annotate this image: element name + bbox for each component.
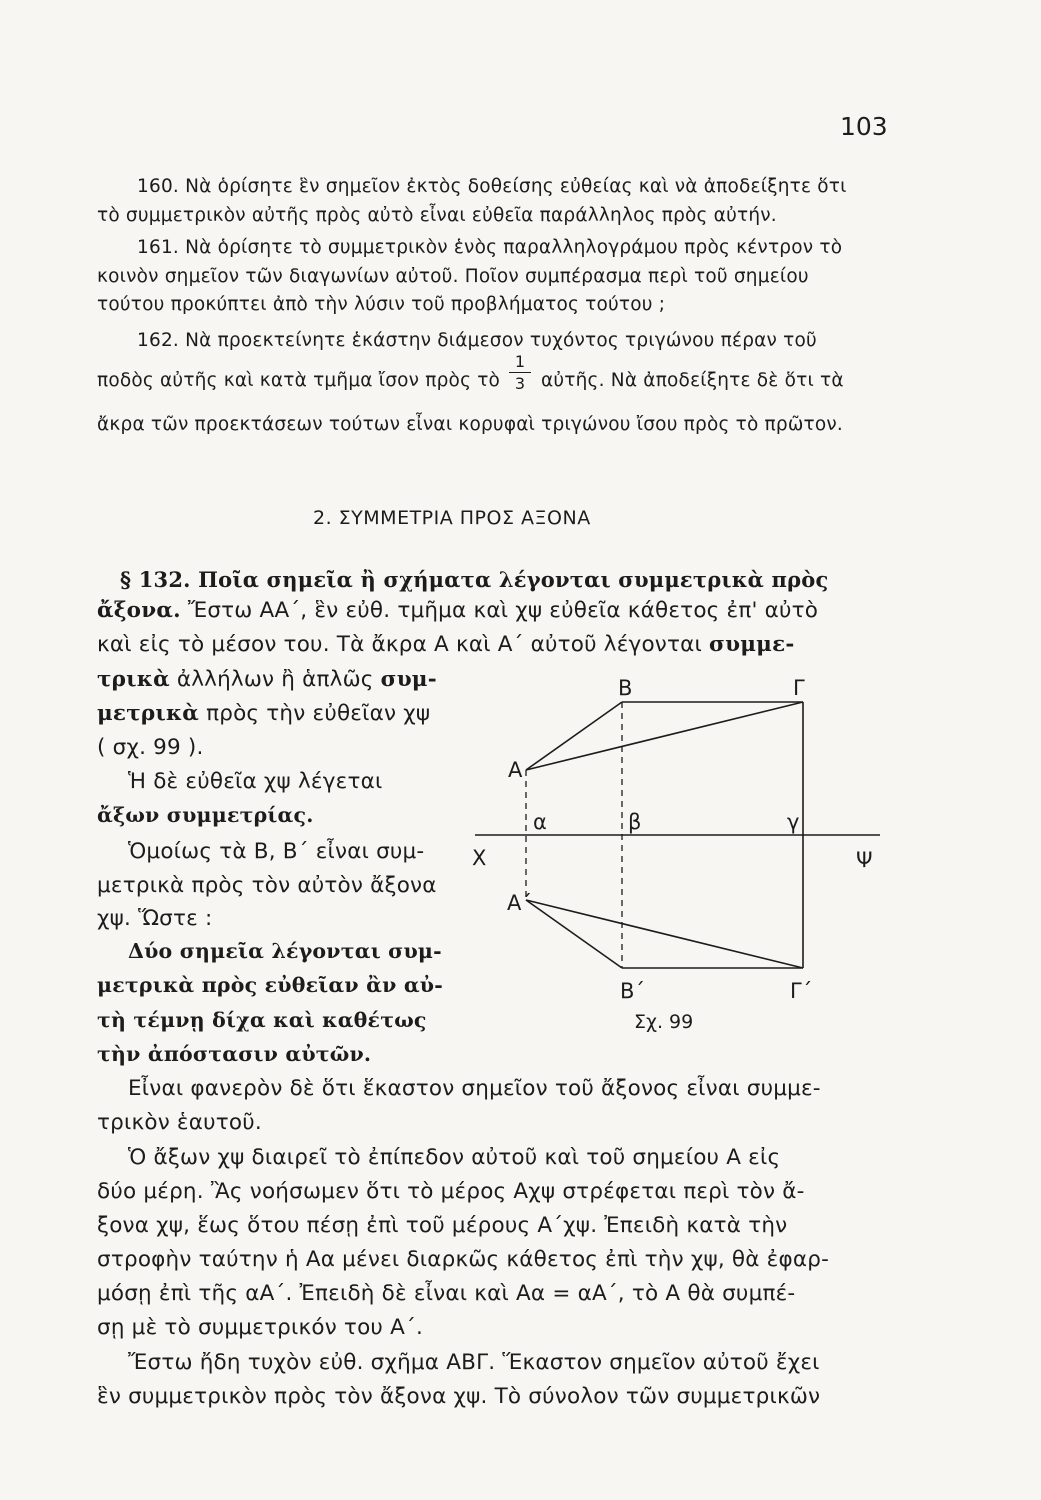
exercise-160-line-1: 160. Νὰ ὁρίσητε ἓν σημεῖον ἐκτὸς δοθείσης εὐθείας καὶ νὰ ἀποδείξητε ὅτι — [137, 176, 847, 197]
rule-line-2: μετρικὰ πρὸς εὐθεῖαν ἂν αὐ- — [97, 973, 443, 997]
body-line-10: ἓν συμμετρικὸν πρὸς τὸν ἄξονα χψ. Τὸ σύνολον τῶν συμμετρικῶν — [97, 1384, 821, 1409]
rule-line-4: τὴν ἀπόστασιν αὐτῶν. — [97, 1042, 372, 1066]
exercise-162-line-3: ἄκρα τῶν προεκτάσεων τούτων εἶναι κορυφαὶ τριγώνου ἴσου πρὸς τὸ πρῶτον. — [97, 414, 843, 435]
paragraph-132-title: § 132. Ποῖα σημεῖα ἢ σχήματα λέγονται συμμετρικὰ πρὸς — [120, 567, 829, 592]
label-b: Β — [618, 676, 633, 700]
fraction-denominator: 3 — [514, 374, 526, 393]
paragraph-132-line-10: μετρικὰ πρὸς τὸν αὐτὸν ἄξονα — [97, 873, 437, 898]
segment-a-b — [526, 702, 622, 770]
label-gamma: γ — [787, 810, 800, 834]
body-line-8: σῃ μὲ τὸ συμμετρικόν του Α΄. — [97, 1315, 424, 1340]
exercise-161-line-2: κοινὸν σημεῖον τῶν διαγωνίων αὐτοῦ. Ποῖον συμπέρασμα περὶ τοῦ σημείου — [97, 266, 809, 287]
exercise-160-line-2: τὸ συμμετρικὸν αὐτῆς πρὸς αὐτὸ εἶναι εὐθεῖα παράλληλος πρὸς αὐτήν. — [97, 205, 777, 226]
figure-caption: Σχ. 99 — [634, 1011, 694, 1033]
section-heading: 2. ΣΥΜΜΕΤΡΙΑ ΠΡΟΣ ΑΞΟΝΑ — [313, 507, 591, 529]
paragraph-132-title-end: ἄξονα. — [97, 598, 181, 623]
body-line-1: Εἶναι φανερὸν δὲ ὅτι ἕκαστον σημεῖον τοῦ ἄξονος εἶναι συμμε- — [128, 1076, 821, 1101]
paragraph-132-line-3-text: καὶ εἰς τὸ μέσον του. Τὰ ἄκρα Α καὶ Α΄ αὐτοῦ λέγονται — [97, 632, 710, 657]
label-a-prime: Α΄ — [507, 891, 532, 915]
term-axis-of-symmetry: ἄξων συμμετρίας. — [97, 803, 314, 827]
label-g: Γ — [793, 676, 805, 700]
label-a: Α — [508, 758, 523, 782]
label-b-prime: Β΄ — [620, 979, 645, 1003]
exercise-162-line-2a: ποδὸς αὐτῆς καὶ κατὰ τμῆμα ἴσον πρὸς τὸ — [97, 370, 501, 391]
figure-99 — [460, 665, 890, 1065]
label-beta: β — [628, 810, 642, 834]
body-line-9: Ἔστω ἤδη τυχὸν εὐθ. σχῆμα ΑΒΓ. Ἕκαστον σημεῖον αὐτοῦ ἔχει — [128, 1350, 820, 1375]
paragraph-132-line-3 — [97, 632, 794, 657]
body-line-4: δύο μέρη. Ἂς νοήσωμεν ὅτι τὸ μέρος Αχψ στρέφεται περὶ τὸν ἄ- — [97, 1179, 805, 1204]
label-psi: Ψ — [856, 848, 873, 872]
body-line-5: ξονα χψ, ἕως ὅτου πέσῃ ἐπὶ τοῦ μέρους Α΄χψ. Ἐπειδὴ κατὰ τὴν — [97, 1213, 788, 1238]
exercise-161-line-3: τούτου προκύπτει ἀπὸ τὴν λύσιν τοῦ προβλήματος τούτου ; — [97, 294, 666, 315]
term-sym: συμ- — [380, 667, 437, 692]
paragraph-132-line-2 — [97, 598, 818, 623]
exercise-162-line-1: 162. Νὰ προεκτείνητε ἑκάστην διάμεσον τυχόντος τριγώνου πέραν τοῦ — [137, 330, 817, 351]
paragraph-132-line-5-text: πρὸς τὴν εὐθεῖαν χψ — [199, 701, 431, 726]
paragraph-132-line-6: ( σχ. 99 ). — [97, 735, 204, 760]
label-alpha: α — [533, 810, 547, 834]
page-number: 103 — [840, 112, 888, 141]
paragraph-132-line-4-text: ἀλλήλων ἢ ἁπλῶς — [169, 667, 381, 692]
label-g-prime: Γ΄ — [790, 979, 813, 1003]
segment-a1-b1 — [526, 900, 622, 968]
term-symmetric-end: τρικὰ — [97, 667, 170, 692]
fraction-numerator: 1 — [514, 352, 526, 371]
body-line-7: μόσῃ ἐπὶ τῆς αΑ΄. Ἐπειδὴ δὲ εἶναι καὶ Αα = αΑ΄, τὸ Α θὰ συμπέ- — [97, 1281, 796, 1306]
paragraph-132-line-2-text: Ἔστω ΑΑ΄, ἓν εὐθ. τμῆμα καὶ χψ εὐθεῖα κάθετος ἐπ' αὐτὸ — [180, 598, 819, 623]
term-symmetric: συμμε- — [709, 632, 795, 657]
fraction-bar — [509, 372, 531, 373]
body-line-3: Ὁ ἄξων χψ διαιρεῖ τὸ ἐπίπεδον αὐτοῦ καὶ τοῦ σημείου Α εἰς — [128, 1145, 781, 1170]
exercise-162-line-2b: αὐτῆς. Νὰ ἀποδείξητε δὲ ὅτι τὰ — [541, 370, 844, 391]
exercise-161-line-1: 161. Νὰ ὁρίσητε τὸ συμμετρικὸν ἑνὸς παραλληλογράμου πρὸς κέντρον τὸ — [137, 237, 843, 258]
paragraph-132-line-4 — [97, 667, 437, 692]
fraction — [509, 352, 531, 393]
paragraph-132-line-9: Ὁμοίως τὰ Β, Β΄ εἶναι συμ- — [128, 839, 425, 864]
paragraph-132-line-11: χψ. Ὥστε : — [97, 906, 213, 931]
body-line-6: στροφὴν ταύτην ἡ Αα μένει διαρκῶς κάθετος ἐπὶ τὴν χψ, θὰ ἐφαρ- — [97, 1247, 830, 1272]
rule-line-3: τὴ τέμνῃ δίχα καὶ καθέτως — [97, 1008, 427, 1032]
body-line-2: τρικὸν ἑαυτοῦ. — [97, 1110, 262, 1135]
segment-a-g — [526, 702, 803, 770]
paragraph-132-line-5 — [97, 701, 430, 726]
rule-line-1: Δύο σημεῖα λέγονται συμ- — [128, 939, 442, 963]
segment-a1-g1 — [526, 900, 803, 968]
label-x: Χ — [472, 846, 487, 870]
paragraph-132-line-7: Ἡ δὲ εὐθεῖα χψ λέγεται — [128, 769, 383, 794]
term-metrika: μετρικὰ — [97, 701, 200, 726]
